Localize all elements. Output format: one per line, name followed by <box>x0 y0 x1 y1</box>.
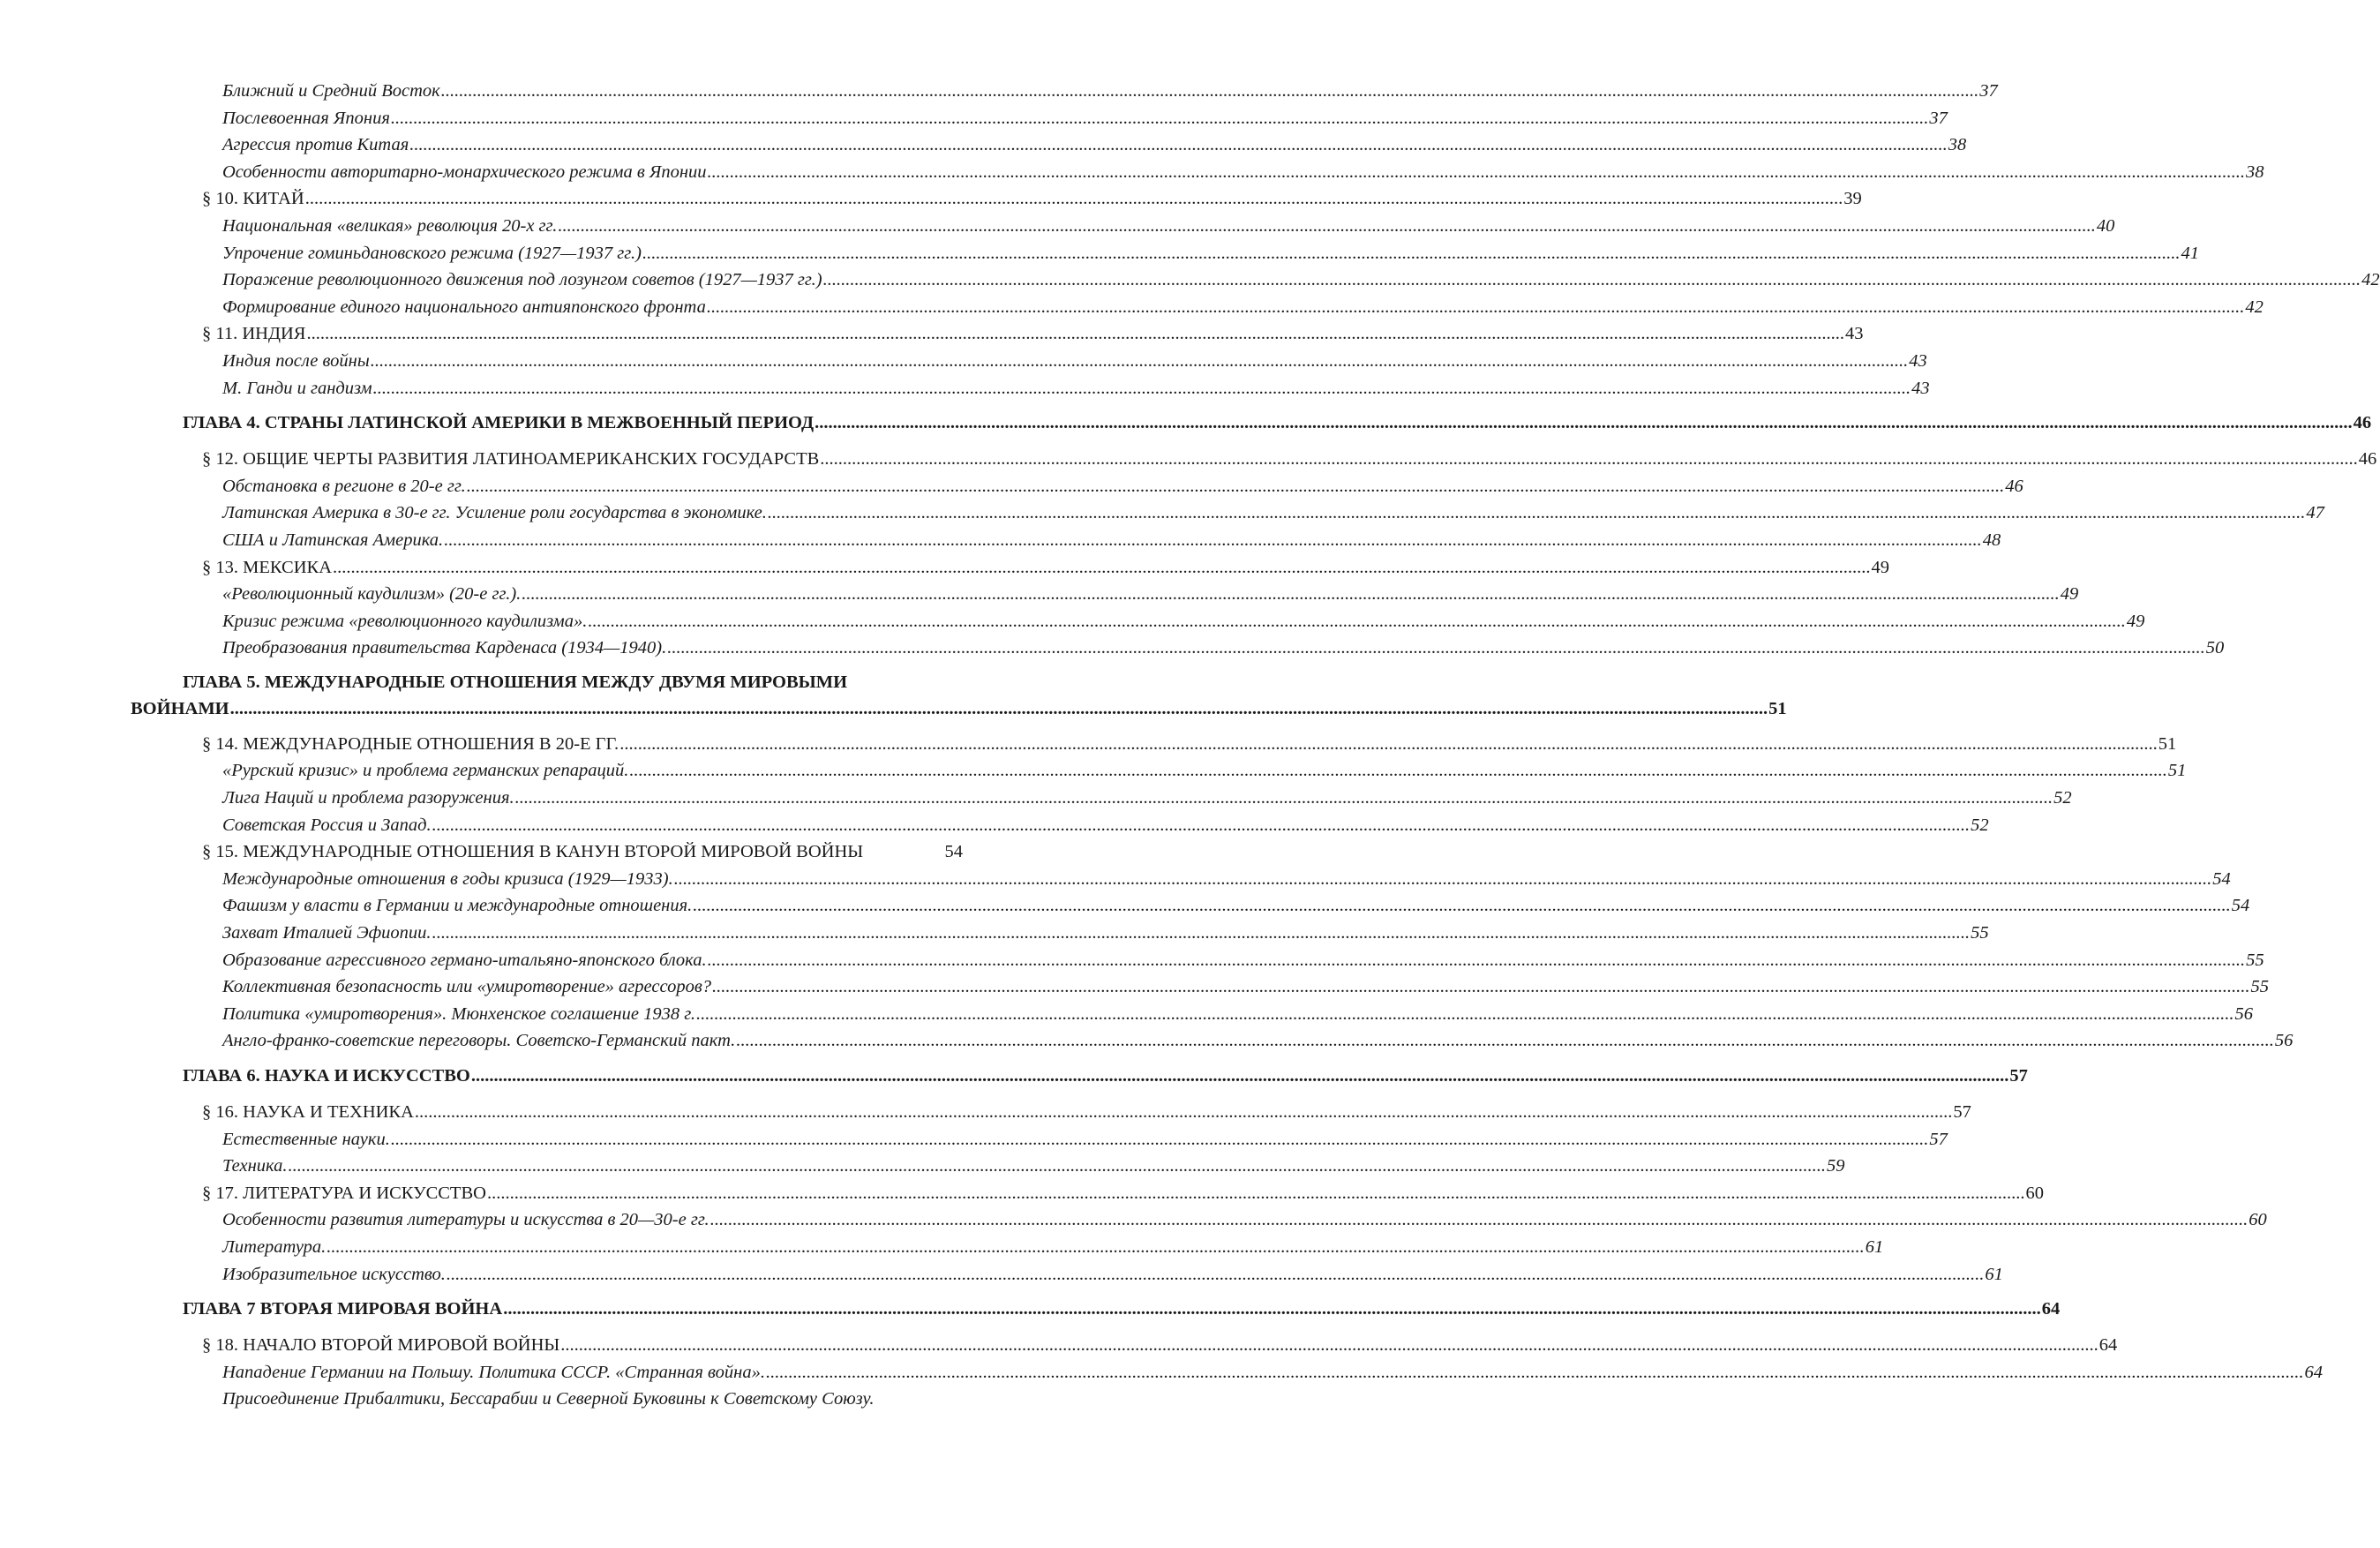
toc-entry-title: Лига Наций и проблема разоружения. <box>222 788 514 808</box>
toc-entry-page: 61 <box>1985 1264 2003 1284</box>
toc-section <box>202 446 2377 473</box>
dot-leader <box>432 812 1971 839</box>
toc-entry <box>222 757 2187 785</box>
toc-chapter-page: 46 <box>2353 413 2372 433</box>
dot-leader <box>391 1126 1929 1153</box>
dot-leader <box>708 159 2246 186</box>
toc-entry <box>222 608 2145 635</box>
toc-entry-title: Политика «умиротворения». Мюнхенское соглашение 1938 г. <box>222 1003 696 1024</box>
toc-entry-page: 42 <box>2245 297 2264 317</box>
dot-leader <box>415 1099 1953 1126</box>
toc-entry-title: Кризис режима «революционного каудилизма». <box>222 611 588 631</box>
toc-entry <box>222 348 1927 375</box>
dot-leader <box>391 105 1929 132</box>
dot-leader <box>707 294 2245 321</box>
toc-entry-page: 49 <box>2060 584 2079 605</box>
toc-entry <box>222 240 2199 267</box>
dot-leader <box>823 267 2361 294</box>
dot-leader <box>432 920 1971 947</box>
toc-entry-title: Литература. <box>222 1236 327 1257</box>
toc-entry-page: 49 <box>2126 611 2145 631</box>
toc-section-page: 46 <box>2358 449 2377 470</box>
toc-section <box>202 1180 2044 1207</box>
toc-section-title: § 13. МЕКСИКА <box>202 557 332 577</box>
toc-section <box>202 320 1864 348</box>
toc-entry <box>222 159 2264 186</box>
toc-entry <box>222 473 2023 500</box>
toc-entry-page: 56 <box>2234 1003 2254 1024</box>
toc-entry-page: 54 <box>2231 896 2250 916</box>
toc-section-title: § 17. ЛИТЕРАТУРА И ИСКУССТВО <box>202 1183 486 1203</box>
dot-leader <box>371 348 1909 375</box>
toc-section <box>202 731 2177 758</box>
toc-entry-page: 54 <box>2212 868 2231 889</box>
toc-section <box>202 554 1889 582</box>
toc-entry-title: Захват Италией Эфиопии. <box>222 923 432 943</box>
dot-leader <box>515 785 2053 812</box>
toc-entry-page: 37 <box>1979 81 1998 101</box>
toc-entry <box>222 213 2115 240</box>
dot-leader <box>441 78 1979 105</box>
toc-chapter-page: 64 <box>2041 1299 2061 1319</box>
toc-section-page: 57 <box>1953 1102 1971 1122</box>
dot-leader <box>588 608 2126 635</box>
toc-entry-page: 52 <box>2053 788 2072 808</box>
dot-leader <box>327 1234 1865 1261</box>
dot-leader <box>558 213 2096 240</box>
dot-leader <box>522 581 2060 608</box>
toc-entry-page: 64 <box>2304 1362 2323 1382</box>
toc-entry-title: Индия после войны <box>222 350 370 371</box>
toc-entry-title: Международные отношения в годы кризиса (1929—1933). <box>222 868 673 889</box>
dot-leader <box>642 240 2181 267</box>
dot-leader <box>444 527 1982 554</box>
dot-leader <box>333 554 1871 582</box>
toc-entry <box>222 785 2072 812</box>
toc-section-page: 60 <box>2025 1183 2044 1203</box>
toc-entry <box>222 132 1967 159</box>
toc-entry-page: 38 <box>1948 135 1967 155</box>
toc-section <box>202 185 1862 213</box>
toc-entry <box>222 947 2264 974</box>
toc-entry <box>222 1206 2267 1234</box>
toc-section <box>202 1332 2118 1359</box>
toc-entry <box>222 294 2264 321</box>
toc-section <box>202 1099 1971 1126</box>
toc-chapter <box>131 669 1787 722</box>
toc-entry-page: 60 <box>2249 1210 2267 1230</box>
dot-leader <box>503 1295 2041 1323</box>
toc-chapter-title: ГЛАВА 7 ВТОРАЯ МИРОВАЯ ВОЙНА <box>183 1299 503 1319</box>
toc-entry <box>222 1153 1845 1180</box>
toc-entry-page: 61 <box>1865 1236 1884 1257</box>
toc-entry <box>222 892 2250 920</box>
dot-leader <box>288 1153 1826 1180</box>
toc-entry-title: Нападение Германии на Польшу. Политика СССР. «Странная война». <box>222 1362 765 1382</box>
toc-entry-page: 41 <box>2181 243 2199 263</box>
dot-leader <box>768 500 2306 527</box>
toc-entry-title: Особенности авторитарно-монархического режима в Японии <box>222 162 707 182</box>
toc-section <box>202 838 963 866</box>
dot-leader <box>471 1062 2009 1090</box>
dot-leader <box>693 892 2231 920</box>
toc-section-page: 43 <box>1844 324 1864 344</box>
toc-entry-page: 55 <box>2246 950 2264 970</box>
toc-entry-title: Упрочение гоминьдановского режима (1927—1937 гг.) <box>222 243 642 263</box>
toc-chapter-title: ГЛАВА 5. МЕЖДУНАРОДНЫЕ ОТНОШЕНИЯ МЕЖДУ ДВУМЯ МИРОВЫМИ <box>183 672 848 692</box>
toc-entry-title: Присоединение Прибалтики, Бессарабии и Северной Буковины к Советскому Союзу. <box>222 1389 875 1409</box>
table-of-contents <box>0 78 2380 1413</box>
toc-entry-page: 51 <box>2167 761 2187 781</box>
dot-leader <box>815 409 2353 437</box>
toc-entry-page: 37 <box>1929 108 1948 128</box>
dot-leader <box>629 757 2167 785</box>
toc-entry-title: Обстановка в регионе в 20-е гг. <box>222 476 466 496</box>
dot-leader <box>467 473 2005 500</box>
toc-entry <box>222 920 1989 947</box>
toc-entry <box>222 1234 1884 1261</box>
dot-leader <box>230 695 1768 722</box>
toc-entry-page: 43 <box>1909 350 1927 371</box>
toc-entry-title: Преобразования правительства Карденаса (1934—1940). <box>222 638 667 658</box>
toc-section-title: § 18. НАЧАЛО ВТОРОЙ МИРОВОЙ ВОЙНЫ <box>202 1335 560 1356</box>
toc-entry-title: Техника. <box>222 1156 288 1176</box>
dot-leader <box>696 1001 2234 1028</box>
toc-entry-title: Образование агрессивного германо-итальяно-японского блока. <box>222 950 707 970</box>
toc-section-page: 51 <box>2158 733 2177 754</box>
toc-entry <box>222 375 1930 402</box>
dot-leader <box>736 1027 2274 1055</box>
toc-entry-title: Агрессия против Китая <box>222 135 409 155</box>
toc-chapter-title-continued: ВОЙНАМИ <box>131 698 229 718</box>
toc-entry-page: 57 <box>1929 1129 1948 1149</box>
toc-entry-title: Национальная «великая» революция 20-х гг. <box>222 215 558 236</box>
toc-section-page: 64 <box>2098 1335 2118 1356</box>
toc-entry-title: Поражение революционного движения под лозунгом советов (1927—1937 гг.) <box>222 270 822 290</box>
toc-entry <box>222 1359 2323 1386</box>
toc-entry-title: Фашизм у власти в Германии и международные отношения. <box>222 896 693 916</box>
dot-leader <box>708 947 2246 974</box>
dot-leader <box>766 1359 2304 1386</box>
dot-leader <box>674 866 2212 893</box>
dot-leader <box>560 1332 2098 1359</box>
dot-leader <box>305 185 1843 213</box>
toc-entry-title: «Рурский кризис» и проблема германских репараций. <box>222 761 629 781</box>
toc-entry <box>222 581 2079 608</box>
toc-chapter <box>183 1295 2061 1323</box>
toc-entry <box>222 1386 963 1413</box>
toc-section-title: § 16. НАУКА И ТЕХНИКА <box>202 1102 414 1122</box>
toc-entry-title: Ближний и Средний Восток <box>222 81 440 101</box>
toc-section-page: 39 <box>1843 189 1862 209</box>
toc-entry-page: 48 <box>1982 530 2001 550</box>
toc-entry-page: 55 <box>1971 923 1989 943</box>
toc-entry-title: Послевоенная Япония <box>222 108 390 128</box>
toc-chapter-title: ГЛАВА 6. НАУКА И ИСКУССТВО <box>183 1066 470 1086</box>
toc-entry-page: 38 <box>2246 162 2264 182</box>
toc-chapter-page: 57 <box>2009 1066 2028 1086</box>
toc-entry-title: Особенности развития литературы и искусства в 20—30-е гг. <box>222 1210 709 1230</box>
toc-entry-title: Изобразительное искусство. <box>222 1264 446 1284</box>
toc-entry <box>222 78 1998 105</box>
toc-entry <box>222 635 2225 662</box>
toc-entry-title: Латинская Америка в 30-е гг. Усиление роли государства в экономике. <box>222 503 767 523</box>
toc-entry-title: Естественные науки. <box>222 1129 390 1149</box>
toc-entry-page: 42 <box>2361 270 2380 290</box>
toc-entry-title: Англо-франко-советские переговоры. Советско-Германский пакт. <box>222 1031 736 1051</box>
toc-entry-page: 52 <box>1971 815 1989 835</box>
toc-entry <box>222 812 1989 839</box>
toc-entry-title: Формирование единого национального антияпонского фронта <box>222 297 706 317</box>
dot-leader <box>409 132 1948 159</box>
dot-leader <box>447 1261 1985 1289</box>
toc-chapter-line <box>131 695 1787 722</box>
toc-entry-page: 40 <box>2096 215 2115 236</box>
toc-entry-page: 43 <box>1911 378 1930 398</box>
toc-entry-page: 50 <box>2205 638 2225 658</box>
toc-chapter-title: ГЛАВА 4. СТРАНЫ ЛАТИНСКОЙ АМЕРИКИ В МЕЖВОЕННЫЙ ПЕРИОД <box>183 413 815 433</box>
toc-section-title: § 11. ИНДИЯ <box>202 324 306 344</box>
toc-entry-page: 46 <box>2005 476 2023 496</box>
toc-entry <box>222 973 2269 1001</box>
dot-leader <box>667 635 2205 662</box>
toc-entry <box>222 866 2231 893</box>
toc-chapter <box>183 1062 2028 1090</box>
toc-entry <box>222 500 2324 527</box>
dot-leader <box>820 446 2358 473</box>
toc-entry-title: «Революционный каудилизм» (20-е гг.). <box>222 584 522 605</box>
toc-section-title: § 12. ОБЩИЕ ЧЕРТЫ РАЗВИТИЯ ЛАТИНОАМЕРИКАНСКИХ ГОСУДАРСТВ <box>202 449 820 470</box>
toc-section-title: § 14. МЕЖДУНАРОДНЫЕ ОТНОШЕНИЯ В 20-Е ГГ. <box>202 733 619 754</box>
toc-section-title: § 15. МЕЖДУНАРОДНЫЕ ОТНОШЕНИЯ В КАНУН ВТОРОЙ МИРОВОЙ ВОЙНЫ <box>202 842 864 862</box>
dot-leader <box>306 320 1844 348</box>
toc-entry-title: Коллективная безопасность или «умиротворение» агрессоров? <box>222 977 711 997</box>
dot-leader <box>487 1180 2025 1207</box>
dot-leader <box>712 973 2250 1001</box>
toc-entry-title: США и Латинская Америка. <box>222 530 444 550</box>
dot-leader <box>619 731 2158 758</box>
toc-chapter-page: 51 <box>1768 698 1787 718</box>
toc-entry <box>222 1027 2294 1055</box>
toc-chapter <box>183 409 2372 437</box>
toc-entry <box>222 527 2001 554</box>
toc-entry-page: 55 <box>2250 977 2269 997</box>
toc-entry-title: М. Ганди и гандизм <box>222 378 372 398</box>
toc-section-title: § 10. КИТАЙ <box>202 189 304 209</box>
toc-entry <box>222 1261 2003 1289</box>
toc-entry-title: Советская Россия и Запад. <box>222 815 432 835</box>
toc-entry <box>222 267 2380 294</box>
toc-entry-page: 59 <box>1826 1156 1845 1176</box>
dot-leader <box>373 375 1911 402</box>
dot-leader <box>710 1206 2249 1234</box>
toc-entry-page: 47 <box>2306 503 2324 523</box>
toc-section-page: 49 <box>1871 557 1889 577</box>
toc-entry <box>222 105 1948 132</box>
toc-entry-page: 56 <box>2274 1031 2294 1051</box>
toc-entry <box>222 1126 1948 1153</box>
toc-entry <box>222 1001 2254 1028</box>
toc-section-page: 54 <box>944 842 963 862</box>
